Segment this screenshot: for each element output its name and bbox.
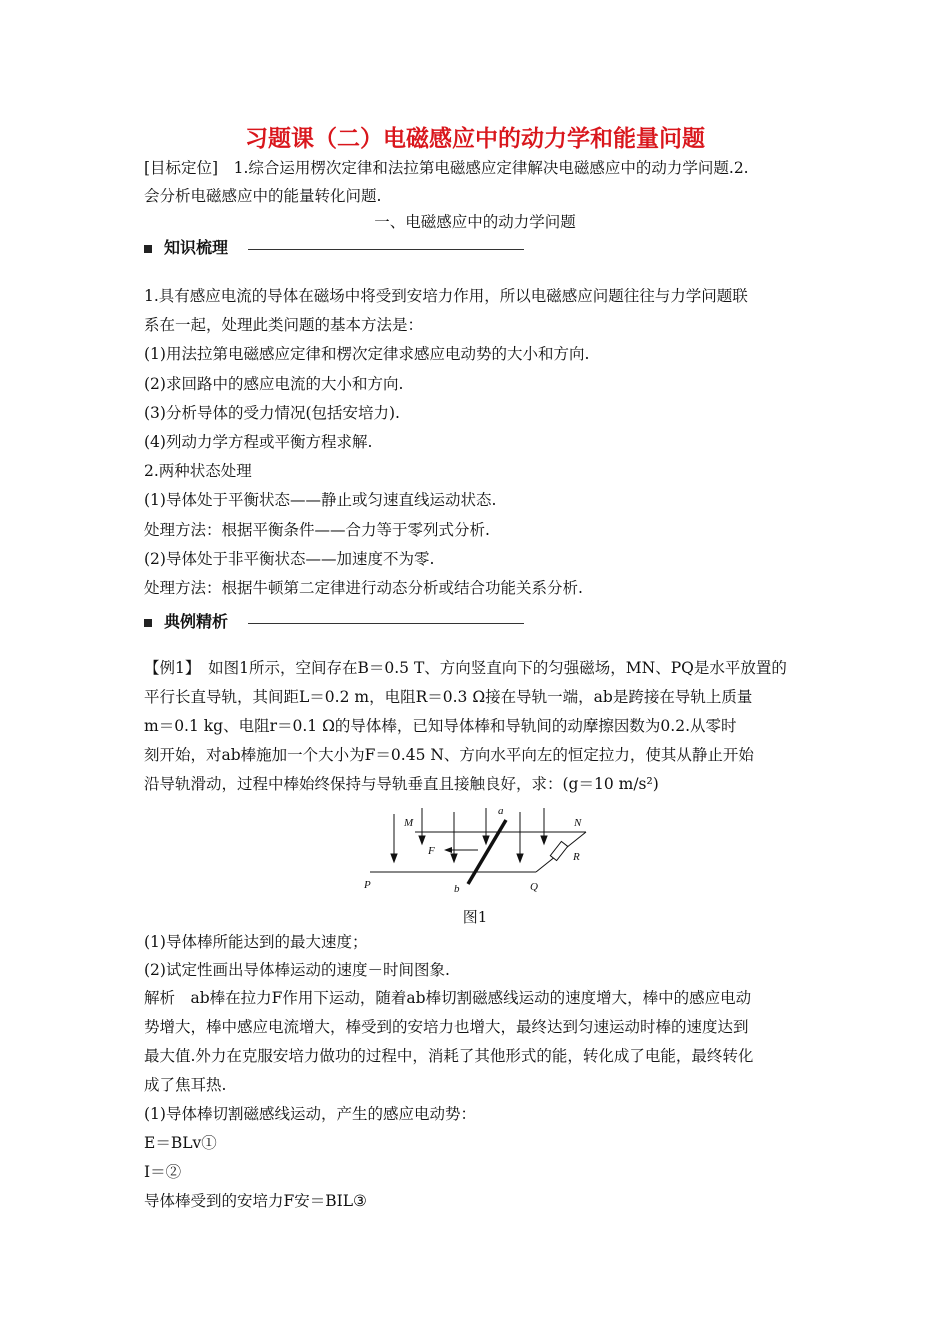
conductor-rod-ab bbox=[468, 820, 506, 884]
resistor-r bbox=[550, 841, 567, 860]
label-a: a bbox=[498, 805, 504, 817]
force-arrowhead bbox=[444, 847, 452, 853]
solution-line: 导体棒受到的安培力F安＝BIL③ bbox=[144, 1192, 367, 1210]
section-knowledge bbox=[144, 236, 228, 260]
objective-line-2: 会分析电磁感应中的能量转化问题. bbox=[144, 187, 382, 205]
label-p: P bbox=[364, 879, 371, 891]
question-line: (1)导体棒所能达到的最大速度； bbox=[144, 933, 368, 951]
figure-caption: 图1 bbox=[462, 908, 488, 926]
section-divider bbox=[248, 249, 524, 250]
square-bullet-icon bbox=[144, 619, 152, 627]
knowledge-line: (1)用法拉第电磁感应定律和楞次定律求感应电动势的大小和方向. bbox=[144, 345, 590, 364]
label-m: M bbox=[404, 817, 414, 829]
label-n: N bbox=[574, 817, 582, 829]
question-line: (2)试定性画出导体棒运动的速度－时间图象. bbox=[144, 961, 450, 979]
knowledge-line: (1)导体处于平衡状态——静止或匀速直线运动状态. bbox=[144, 491, 497, 510]
solution-line: I＝② bbox=[144, 1163, 182, 1181]
knowledge-line: 系在一起，处理此类问题的基本方法是： bbox=[144, 316, 424, 335]
section-examples bbox=[144, 610, 228, 634]
knowledge-line: (2)导体处于非平衡状态——加速度不为零. bbox=[144, 549, 435, 568]
knowledge-line: 1.具有感应电流的导体在磁场中将受到安培力作用，所以电磁感应问题往往与力学问题联 bbox=[144, 287, 748, 305]
knowledge-line: (3)分析导体的受力情况(包括安培力). bbox=[144, 403, 400, 422]
section-knowledge-label: 知识梳理 bbox=[164, 238, 229, 257]
knowledge-line: 处理方法：根据牛顿第二定律进行动态分析或结合功能关系分析. bbox=[144, 579, 583, 597]
figure-rails-diagram bbox=[360, 804, 590, 904]
knowledge-line: (2)求回路中的感应电流的大小和方向. bbox=[144, 374, 404, 393]
solution-line: 势增大，棒中感应电流增大，棒受到的安培力也增大，最终达到匀速运动时棒的速度达到 bbox=[144, 1018, 749, 1036]
part-heading: 一、电磁感应中的动力学问题 bbox=[374, 213, 576, 231]
example-line: 【例1】 如图1所示，空间存在B＝0.5 T、方向竖直向下的匀强磁场，MN、PQ是水平放置的 bbox=[144, 659, 787, 677]
magnetic-field-arrows bbox=[391, 808, 547, 862]
example-line: 刻开始，对ab棒施加一个大小为F＝0.45 N、方向水平向左的恒定拉力，使其从静止开始 bbox=[144, 746, 754, 764]
solution-line: 成了焦耳热. bbox=[144, 1076, 227, 1094]
page-title: 习题课（二）电磁感应中的动力学和能量问题 bbox=[245, 126, 705, 152]
label-b: b bbox=[454, 883, 460, 895]
example-line: m＝0.1 kg、电阻r＝0.1 Ω的导体棒，已知导体棒和导轨间的动摩擦因数为0.2.从零时 bbox=[144, 717, 737, 735]
label-r: R bbox=[573, 851, 580, 863]
square-bullet-icon bbox=[144, 245, 152, 253]
section-divider bbox=[248, 623, 524, 624]
knowledge-line: 处理方法：根据平衡条件——合力等于零列式分析. bbox=[144, 520, 490, 539]
example-line: 沿导轨滑动，过程中棒始终保持与导轨垂直且接触良好，求：(g＝10 m/s²) bbox=[144, 775, 659, 793]
solution-line: 解析 ab棒在拉力F作用下运动，随着ab棒切割磁感线运动的速度增大，棒中的感应电动 bbox=[144, 989, 752, 1007]
label-q: Q bbox=[530, 881, 538, 893]
solution-line: E＝BLv① bbox=[144, 1134, 217, 1152]
knowledge-line: 2.两种状态处理 bbox=[144, 462, 252, 481]
solution-line: 最大值.外力在克服安培力做功的过程中，消耗了其他形式的能，转化成了电能，最终转化 bbox=[144, 1047, 754, 1065]
label-f: F bbox=[428, 845, 435, 857]
solution-line: (1)导体棒切割磁感线运动，产生的感应电动势： bbox=[144, 1105, 476, 1123]
section-examples-label: 典例精析 bbox=[164, 612, 229, 631]
knowledge-line: (4)列动力学方程或平衡方程求解. bbox=[144, 433, 373, 451]
objective-line-1: [目标定位] 1.综合运用楞次定律和法拉第电磁感应定律解决电磁感应中的动力学问题.2. bbox=[144, 159, 749, 177]
example-line: 平行长直导轨，其间距L＝0.2 m，电阻R＝0.3 Ω接在导轨一端，ab是跨接在导轨上质量 bbox=[144, 688, 753, 706]
